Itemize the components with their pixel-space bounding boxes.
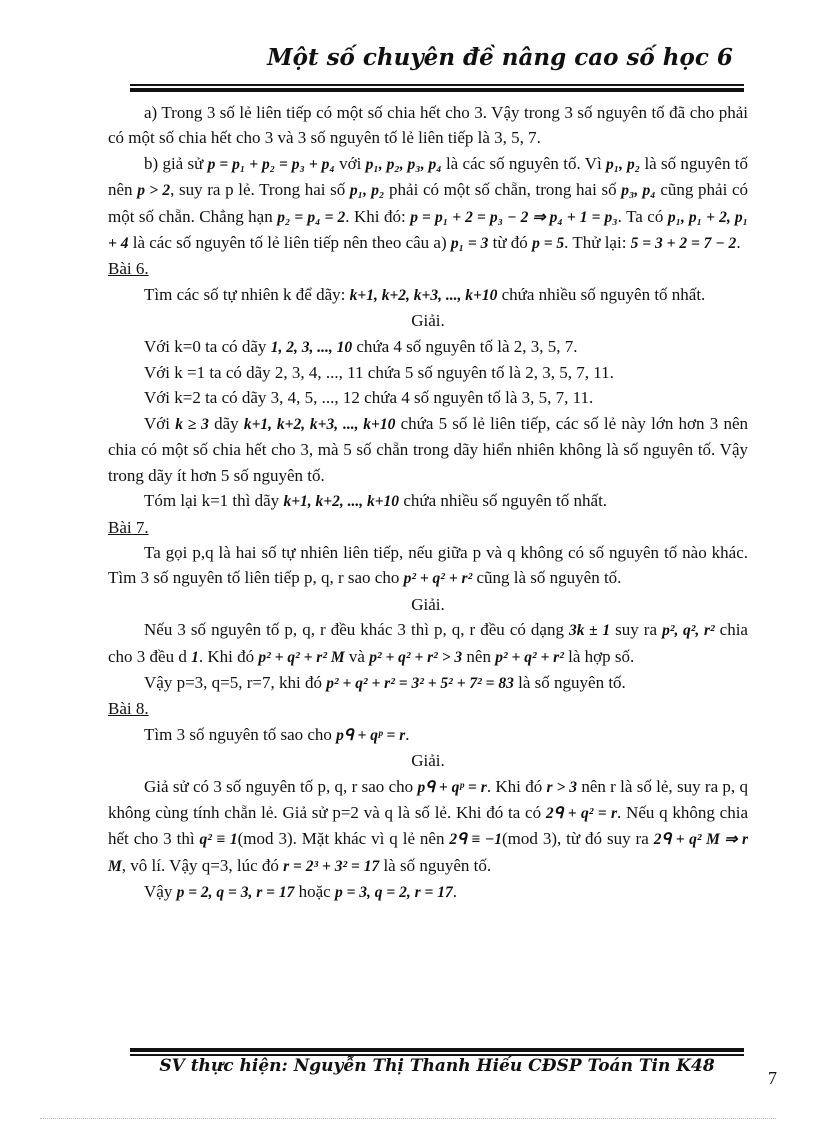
formula: p₁, p₁ + 2, p₁ + 4	[108, 208, 748, 253]
paragraph-part-a: a) Trong 3 số lẻ liên tiếp có một số chia hết cho 3. Vậy trong 3 số nguyên tố đã cho phải có một số chia hết cho 3 và 3 số nguyên tố lẻ liên tiếp là 3, 5, 7.	[108, 103, 748, 148]
heading-bai-8: Bài 8.	[108, 699, 149, 719]
formula: p = 5	[532, 235, 565, 253]
text: Vậy	[144, 882, 177, 902]
header-rule-thick	[130, 88, 744, 92]
formula: p₃, p₄	[621, 182, 656, 200]
text: chứa nhiều số nguyên tố nhất.	[497, 284, 706, 304]
text: . Thử lại:	[564, 233, 631, 253]
text: là các số nguyên tố lẻ liên tiếp nên theo câu a)	[128, 233, 451, 253]
text: Tìm 3 số nguyên tố sao cho	[144, 724, 337, 744]
bai-6-solution-label: Giải.	[411, 311, 445, 331]
formula: 2ᑫ + q² = r	[545, 804, 618, 822]
text: từ đó	[488, 233, 533, 253]
text: .	[736, 233, 741, 253]
formula: k+1, k+2, k+3, ..., k+10	[243, 415, 396, 433]
page-bottom-divider	[40, 1118, 776, 1119]
bai-6-conclusion	[108, 488, 748, 514]
text: cũng phải có một số chẵn. Chẳng hạn	[108, 180, 749, 226]
text: chứa 4 số nguyên tố là 2, 3, 5, 7.	[352, 336, 578, 356]
formula: p = p₁ + p₂ = p₃ + p₄	[207, 155, 335, 173]
bai-7-solution-label: Giải.	[411, 594, 445, 614]
text: , suy ra p lẻ. Trong hai số	[170, 180, 350, 200]
text: .	[405, 724, 410, 744]
formula: 1, 2, 3, ..., 10	[270, 338, 353, 356]
formula: p² + q² + r² = 3² + 5² + 7² = 83	[326, 674, 514, 692]
text: Giả sử có 3 số nguyên tố p, q, r sao cho	[144, 776, 418, 796]
text: (mod 3), từ đó suy ra	[502, 829, 654, 849]
bai-7-question	[108, 540, 748, 592]
text: Nếu 3 số nguyên tố p, q, r đều khác 3 thì p, q, r đều có dạng	[144, 620, 570, 640]
formula: p = p₁ + 2 = p₃ − 2 ⇒ p₄ + 1 = p₃	[410, 208, 618, 226]
formula: p = 2, q = 3, r = 17	[176, 884, 295, 902]
formula: p² + q² + r²	[495, 648, 564, 666]
formula: p₁, p₂	[606, 155, 641, 173]
heading-bai-7: Bài 7.	[108, 517, 149, 537]
text: là số nguyên tố.	[513, 672, 626, 692]
text: suy ra	[610, 620, 663, 640]
text: Vậy p=3, q=5, r=7, khi đó	[144, 672, 327, 692]
footer-author: SV thực hiện: Nguyễn Thị Thanh Hiếu CĐSP Toán Tin K48	[159, 1056, 715, 1076]
text: với	[334, 153, 366, 173]
formula: k+1, k+2, k+3, ..., k+10	[349, 286, 498, 304]
bai-8-question	[108, 722, 748, 748]
text: chứa 5 số lẻ liên tiếp, các số lẻ này lớn hơn 3 nên chia có một số chia hết cho 3, mà 5 số chẵn trong dãy hiển nhiên không là số nguyên tố. Vậy trong dãy ít hơn 5 số nguyên tố.	[108, 413, 748, 485]
text: Tìm các số tự nhiên k để dãy:	[144, 284, 350, 304]
text: hoặc	[294, 882, 335, 902]
formula: p > 2	[137, 182, 171, 200]
page-number: 7	[768, 1068, 777, 1088]
formula: p₁, p₂	[349, 182, 385, 200]
paragraph-part-b	[108, 151, 748, 257]
bai-6-question	[108, 282, 748, 308]
text: nên	[462, 646, 496, 666]
bai-7-solution-1	[108, 617, 748, 670]
formula: p₁ = 3	[450, 235, 489, 253]
formula: 2ᑫ + q² M ⇒ r M	[108, 831, 749, 875]
formula: 2ᑫ ≡ −1	[449, 831, 503, 849]
bai-6-line-3: Với k=2 ta có dãy 3, 4, 5, ..., 12 chứa 4 số nguyên tố là 3, 5, 7, 11.	[144, 388, 594, 408]
formula: r > 3	[546, 778, 577, 796]
text: Với k=0 ta có dãy	[144, 336, 271, 356]
formula: 3k ± 1	[569, 622, 611, 640]
formula: p₁, p₂, p₃, p₄	[365, 155, 442, 173]
formula: p², q², r²	[662, 622, 715, 640]
formula: k+1, k+2, ..., k+10	[283, 493, 400, 511]
formula: pᑫ + qᵖ = r	[336, 726, 406, 744]
formula: r = 2³ + 3² = 17	[283, 857, 380, 875]
bai-6-line-2: Với k =1 ta có dãy 2, 3, 4, ..., 11 chứa 5 số nguyên tố là 2, 3, 5, 7, 11.	[144, 363, 614, 383]
text: Tóm lại k=1 thì dãy	[144, 491, 284, 511]
text: cũng là số nguyên tố.	[472, 568, 622, 588]
text: là hợp số.	[563, 646, 635, 666]
text: , vô lí. Vậy q=3, lúc đó	[121, 855, 284, 875]
text: phải có một số chẵn, trong hai số	[384, 180, 622, 200]
formula: p² + q² + r²	[403, 570, 473, 588]
text: là số nguyên tố nên	[108, 153, 749, 200]
text: . Khi đó:	[345, 206, 411, 226]
formula: q² ≡ 1	[199, 831, 238, 849]
page-body	[108, 100, 748, 906]
heading-bai-6: Bài 6.	[108, 259, 149, 279]
header-rule-thin	[130, 84, 744, 86]
bai-8-solution-1	[108, 774, 748, 880]
text: là số nguyên tố.	[379, 855, 492, 875]
text: Ta gọi p,q là hai số tự nhiên liên tiếp, nếu giữa p và q không có số nguyên tố nào khác. Tìm 3 số nguyên tố liên tiếp p, q, r sao cho	[108, 542, 748, 588]
footer-rule-thick	[130, 1048, 744, 1052]
bai-8-conclusion	[108, 879, 748, 905]
page-header-title: Một số chuyên đề nâng cao số học 6	[267, 44, 733, 71]
formula: k ≥ 3	[175, 415, 209, 433]
text: . Khi đó	[198, 646, 259, 666]
bai-6-line-4	[108, 411, 748, 488]
formula: p² + q² + r² M	[258, 648, 345, 666]
text: chứa nhiều số nguyên tố nhất.	[399, 491, 608, 511]
text: b) giả sử	[144, 153, 208, 173]
text: . Nếu q không chia hết cho 3 thì	[108, 802, 748, 849]
text: dãy	[208, 413, 244, 433]
text: chia cho 3 đều d	[108, 620, 748, 666]
text: nên r là số lẻ, suy ra p, q không cùng tính chẵn lẻ. Giả sử p=2 và q là số lẻ. Khi đó ta có	[108, 776, 748, 822]
formula: p = 3, q = 2, r = 17	[334, 884, 453, 902]
formula: 1	[191, 648, 199, 666]
text: và	[344, 646, 370, 666]
formula: 5 = 3 + 2 = 7 − 2	[630, 235, 737, 253]
bai-8-solution-label: Giải.	[411, 751, 445, 771]
text: Với	[144, 413, 176, 433]
bai-6-line-1	[108, 334, 748, 360]
text: . Ta có	[617, 206, 668, 226]
formula: pᑫ + qᵖ = r	[417, 778, 487, 796]
text: . Khi đó	[486, 776, 547, 796]
formula: p₂ = p₄ = 2	[277, 208, 346, 226]
text: là các số nguyên tố. Vì	[441, 153, 607, 173]
bai-7-solution-2	[108, 670, 748, 696]
text: .	[452, 882, 457, 902]
text: (mod 3). Mặt khác vì q lẻ nên	[237, 829, 450, 849]
formula: p² + q² + r² > 3	[369, 648, 463, 666]
